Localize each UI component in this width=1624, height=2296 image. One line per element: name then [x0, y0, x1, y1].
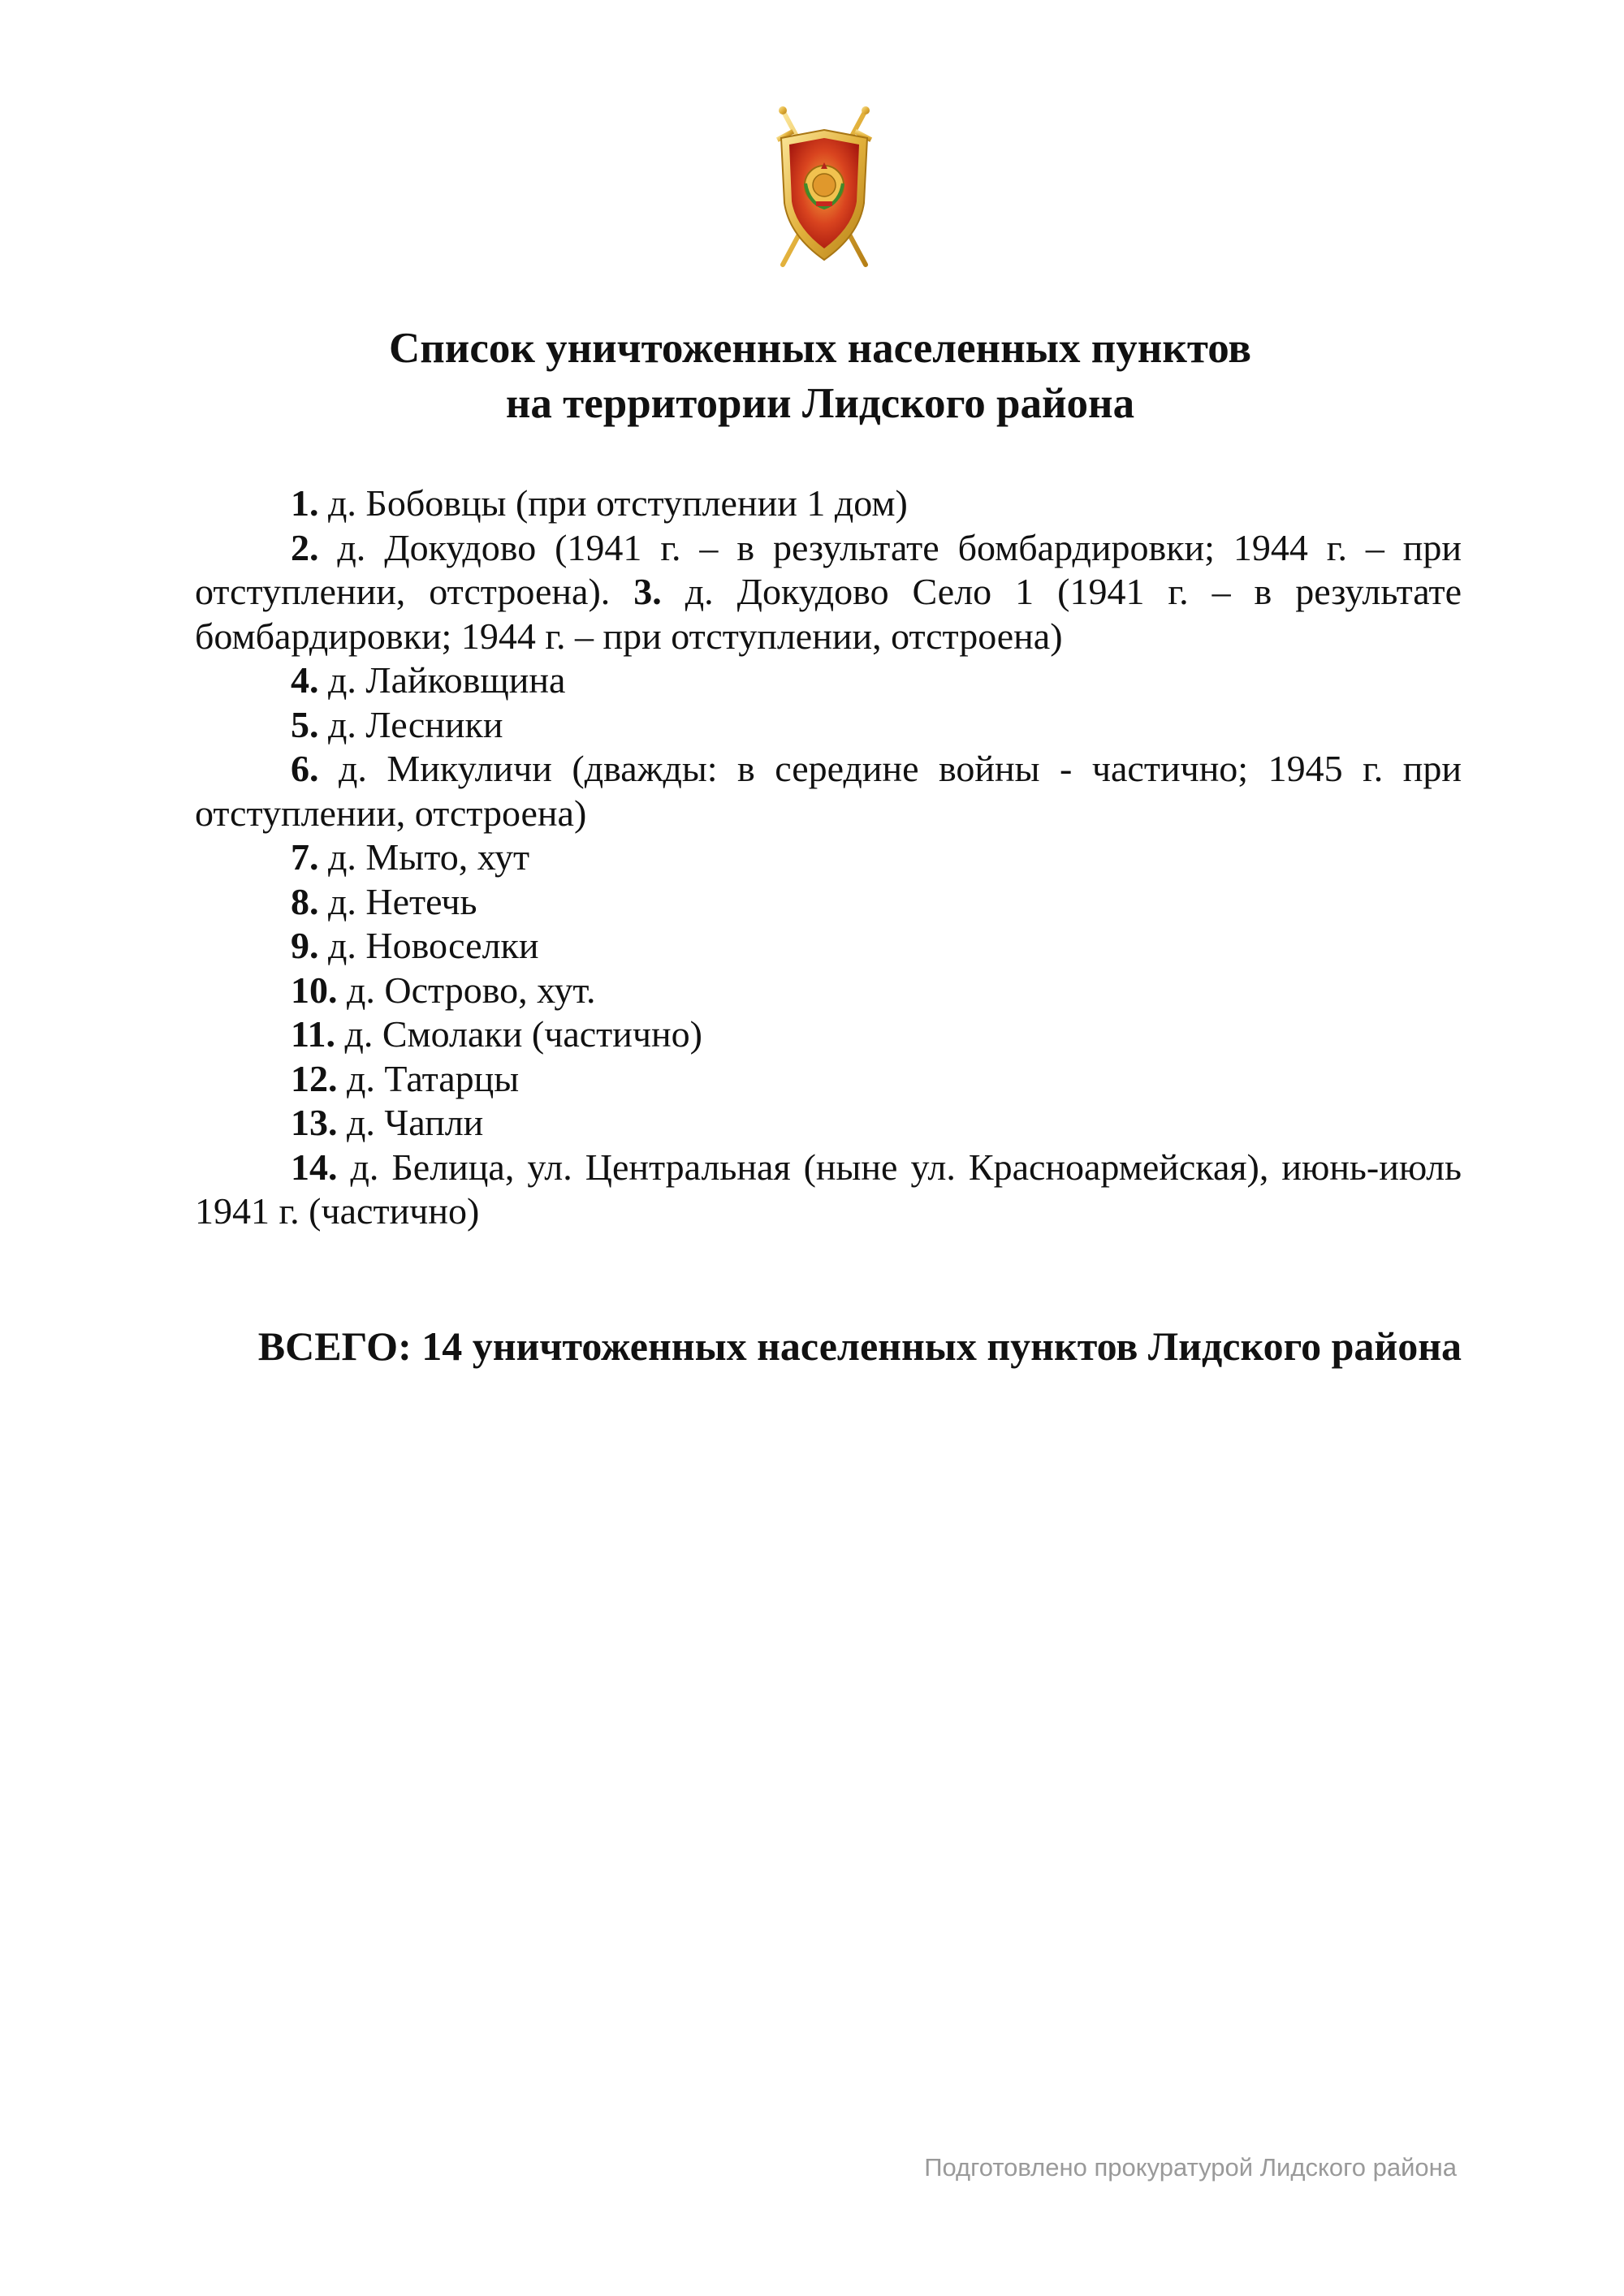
item-text: д. Бобовцы (при отступлении 1 дом)	[318, 482, 908, 524]
item-number: 8.	[291, 880, 319, 922]
item-number: 6.	[291, 748, 319, 789]
item-number: 7.	[291, 836, 319, 878]
item-text: д. Острово, хут.	[337, 969, 596, 1011]
list-item	[195, 924, 1462, 969]
list-item	[195, 658, 1462, 703]
item-text: д. Новоселки	[318, 925, 539, 966]
item-number: 4.	[291, 659, 319, 701]
item-text: д. Белица, ул. Центральная (ныне ул. Красноармейская), июнь-июль 1941 г. (частично)	[195, 1146, 1462, 1232]
settlements-list	[195, 481, 1462, 1234]
item-number: 12.	[291, 1057, 338, 1099]
list-item	[195, 481, 1462, 526]
title-line-2: на территории Лидского района	[505, 380, 1135, 427]
item-text: д. Татарцы	[337, 1057, 520, 1099]
item-text: д. Лесники	[318, 703, 503, 745]
list-item	[195, 969, 1462, 1013]
item-text: д. Нетечь	[318, 880, 477, 922]
list-item	[195, 747, 1462, 835]
list-item	[195, 1012, 1462, 1057]
item-number: 9.	[291, 925, 319, 966]
prosecutor-emblem-icon	[771, 106, 877, 276]
list-item	[195, 880, 1462, 925]
item-number: 14.	[291, 1146, 338, 1188]
item-number: 11.	[291, 1013, 335, 1055]
item-number: 3.	[633, 571, 662, 612]
list-item	[195, 1057, 1462, 1102]
item-text: д. Чапли	[337, 1102, 484, 1143]
item-number: 1.	[291, 482, 319, 524]
list-item	[195, 526, 1462, 659]
list-item	[195, 703, 1462, 748]
item-number: 5.	[291, 703, 319, 745]
footer-note: Подготовлено прокуратурой Лидского района	[924, 2153, 1457, 2182]
item-text: д. Докудово (1941 г. – в результате бомбардировки; 1944 г. – при отступлении, отстроена).	[195, 526, 1462, 612]
item-number: 10.	[291, 969, 338, 1011]
item-text: д. Лайковщина	[318, 659, 566, 701]
item-text: д. Смолаки (частично)	[335, 1013, 702, 1055]
list-item	[195, 1101, 1462, 1146]
list-item	[195, 835, 1462, 880]
item-text: д. Мыто, хут	[318, 836, 530, 878]
document-title	[162, 321, 1478, 431]
item-number: 13.	[291, 1102, 338, 1143]
item-number: 2.	[291, 526, 319, 568]
item-text: д. Докудово Село 1 (1941 г. – в результате бомбардировки; 1944 г. – при отступлении, отстроена)	[195, 571, 1462, 657]
total-summary: ВСЕГО: 14 уничтоженных населенных пунктов Лидского района	[257, 1323, 1462, 1369]
list-item	[195, 1146, 1462, 1234]
item-text: д. Микуличи (дважды: в середине войны - частично; 1945 г. при отступлении, отстроена)	[195, 748, 1462, 834]
title-line-1: Список уничтоженных населенных пунктов	[388, 325, 1252, 372]
